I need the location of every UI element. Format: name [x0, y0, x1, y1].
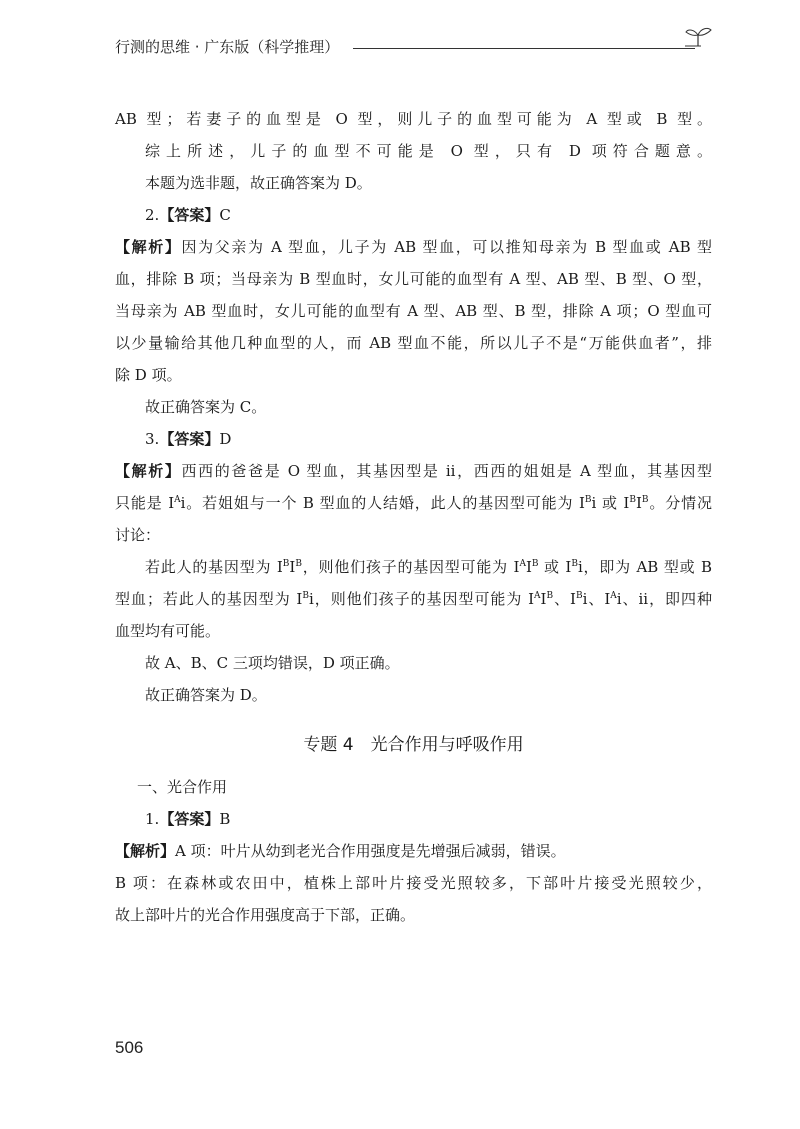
text-segment: 只能是 I [115, 494, 175, 512]
superscript: A [534, 591, 541, 601]
page-body [115, 103, 712, 931]
answer-line-q3 [115, 423, 712, 455]
text-segment: i、ii，即四种 [616, 590, 712, 608]
superscript: B [571, 559, 578, 569]
analysis-text: 因为父亲为 A 型血，儿子为 AB 型血，可以推知母亲为 B 型血或 AB 型 [181, 238, 712, 256]
superscript: B [282, 559, 290, 569]
superscript: B [546, 591, 554, 601]
superscript: A [610, 591, 617, 601]
analysis-line [115, 231, 712, 263]
text-segment: 或 I [538, 558, 572, 576]
text-segment: i，即为 AB 型或 B [577, 558, 713, 576]
text-line [115, 487, 712, 519]
answer-value: C [219, 206, 231, 224]
analysis-text: A 项：叶片从幼到老光合作用强度是先增强后减弱，错误。 [175, 842, 566, 860]
answer-line-p1 [115, 803, 712, 835]
text-line: 故上部叶片的光合作用强度高于下部，正确。 [115, 906, 416, 924]
analysis-line [115, 455, 712, 487]
running-header-title: 行测的思维 · 广东版（科学推理） [115, 38, 340, 56]
text-line: 除 D 项。 [115, 366, 182, 384]
answer-label: 【答案】 [159, 810, 220, 828]
final-answer-line: 故正确答案为 C。 [145, 398, 267, 416]
superscript: B [531, 559, 539, 569]
text-segment: i、I [582, 590, 611, 608]
text-segment: I [540, 590, 547, 608]
question-number: 1. [145, 810, 160, 828]
answer-label: 【答案】 [159, 206, 220, 224]
text-line: 讨论： [115, 526, 161, 544]
text-line [115, 551, 712, 583]
sprout-icon [683, 26, 713, 52]
text-line [115, 583, 712, 615]
superscript: A [174, 495, 181, 505]
superscript: B [641, 495, 649, 505]
superscript: B [302, 591, 309, 601]
text-segment: 若此人的基因型为 I [145, 558, 283, 576]
analysis-label: 【解析】 [115, 462, 182, 480]
text-line: 当母亲为 AB 型血时，女儿可能的血型有 A 型、AB 型、B 型，排除 A 项；O 型血可 [115, 302, 712, 320]
answer-line-q2 [115, 199, 712, 231]
text-segment: I [289, 558, 296, 576]
text-segment: i 或 I [591, 494, 630, 512]
text-line: B 项：在森林或农田中，植株上部叶片接受光照较多，下部叶片接受光照较少， [115, 874, 712, 892]
text-segment: ，则他们孩子的基因型可能为 I [301, 558, 520, 576]
text-line: 以少量输给其他几种血型的人，而 AB 型血不能，所以儿子不是“万能供血者”，排 [115, 334, 712, 352]
text-segment: 型血；若此人的基因型为 I [115, 590, 303, 608]
text-line: 综上所述，儿子的血型不可能是 O 型，只有 D 项符合题意。 [145, 142, 712, 160]
text-segment: I [525, 558, 532, 576]
superscript: A [519, 559, 526, 569]
answer-label: 【答案】 [159, 430, 220, 448]
question-number: 2. [145, 206, 160, 224]
text-segment: 。分情况 [648, 494, 712, 512]
text-segment: I [635, 494, 642, 512]
superscript: B [575, 591, 583, 601]
running-header [115, 34, 715, 64]
text-line: AB 型；若妻子的血型是 O 型，则儿子的血型可能为 A 型或 B 型。 [115, 110, 712, 128]
superscript: B [629, 495, 636, 505]
text-segment: 、I [553, 590, 576, 608]
analysis-line [115, 835, 712, 867]
question-number: 3. [145, 430, 160, 448]
analysis-label: 【解析】 [115, 238, 182, 256]
analysis-label: 【解析】 [115, 842, 176, 860]
page-number: 506 [115, 1038, 144, 1057]
text-line: 血，排除 B 项；当母亲为 B 型血时，女儿可能的血型有 A 型、AB 型、B 型、O 型， [115, 270, 712, 288]
text-line: 本题为选非题，故正确答案为 D。 [145, 174, 372, 192]
text-line: 血型均有可能。 [115, 622, 221, 640]
analysis-text: 西西的爸爸是 O 型血，其基因型是 ii，西西的姐姐是 A 型血，其基因型 [181, 462, 712, 480]
final-answer-line: 故正确答案为 D。 [145, 686, 267, 704]
answer-value: B [219, 810, 231, 828]
superscript: B [295, 559, 302, 569]
section-title: 专题 4 光合作用与呼吸作用 [303, 735, 524, 755]
text-segment: i，则他们孩子的基因型可能为 I [308, 590, 535, 608]
text-line: 故 A、B、C 三项均错误，D 项正确。 [145, 654, 400, 672]
text-segment: i。若姐姐与一个 B 型血的人结婚，此人的基因型可能为 I [180, 494, 585, 512]
superscript: B [584, 495, 592, 505]
header-rule [353, 48, 695, 49]
sub-heading: 一、光合作用 [137, 778, 228, 796]
answer-value: D [219, 430, 232, 448]
